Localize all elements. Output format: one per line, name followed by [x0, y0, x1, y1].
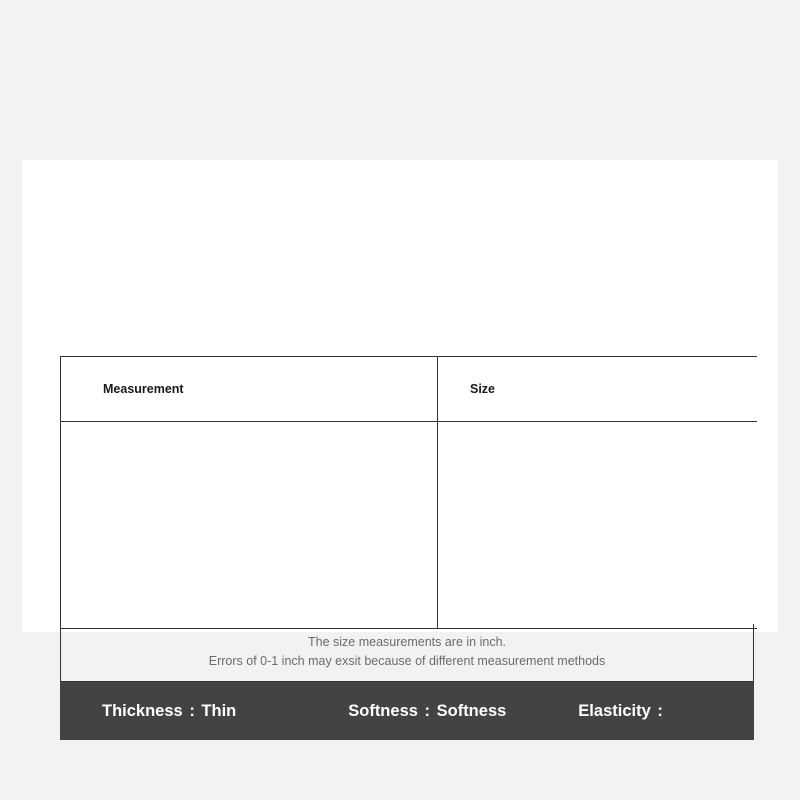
note-line-errors: Errors of 0-1 inch may exsit because of different measurement methods: [208, 654, 606, 668]
table-header-row: [61, 357, 757, 422]
property-elasticity-label: Elasticity: [578, 701, 651, 720]
size-table: [60, 356, 757, 629]
size-chart-card: [22, 160, 778, 720]
size-table-body: [61, 422, 757, 629]
property-softness-label: Softness: [348, 701, 418, 720]
property-thickness-separator: :: [189, 701, 195, 720]
table-cell-measurement-values: [61, 422, 438, 629]
property-softness-separator: :: [424, 701, 431, 720]
property-elasticity: [578, 702, 665, 721]
column-header-measurement: Measurement: [61, 357, 438, 422]
fabric-properties-bar: [60, 682, 754, 740]
table-cell-size-values: [438, 422, 757, 629]
table-row: [61, 422, 757, 629]
measurement-note: [60, 624, 754, 682]
property-softness-value: Softness: [436, 701, 507, 720]
property-thickness-label: Thickness: [102, 701, 183, 720]
note-line-units: The size measurements are in inch.: [307, 635, 506, 650]
property-thickness-value: Thin: [201, 701, 237, 720]
column-header-size: Size: [438, 357, 757, 422]
size-table-header: [61, 357, 757, 422]
property-thickness: [102, 702, 236, 721]
property-elasticity-separator: :: [657, 701, 663, 720]
property-softness: [348, 702, 506, 721]
